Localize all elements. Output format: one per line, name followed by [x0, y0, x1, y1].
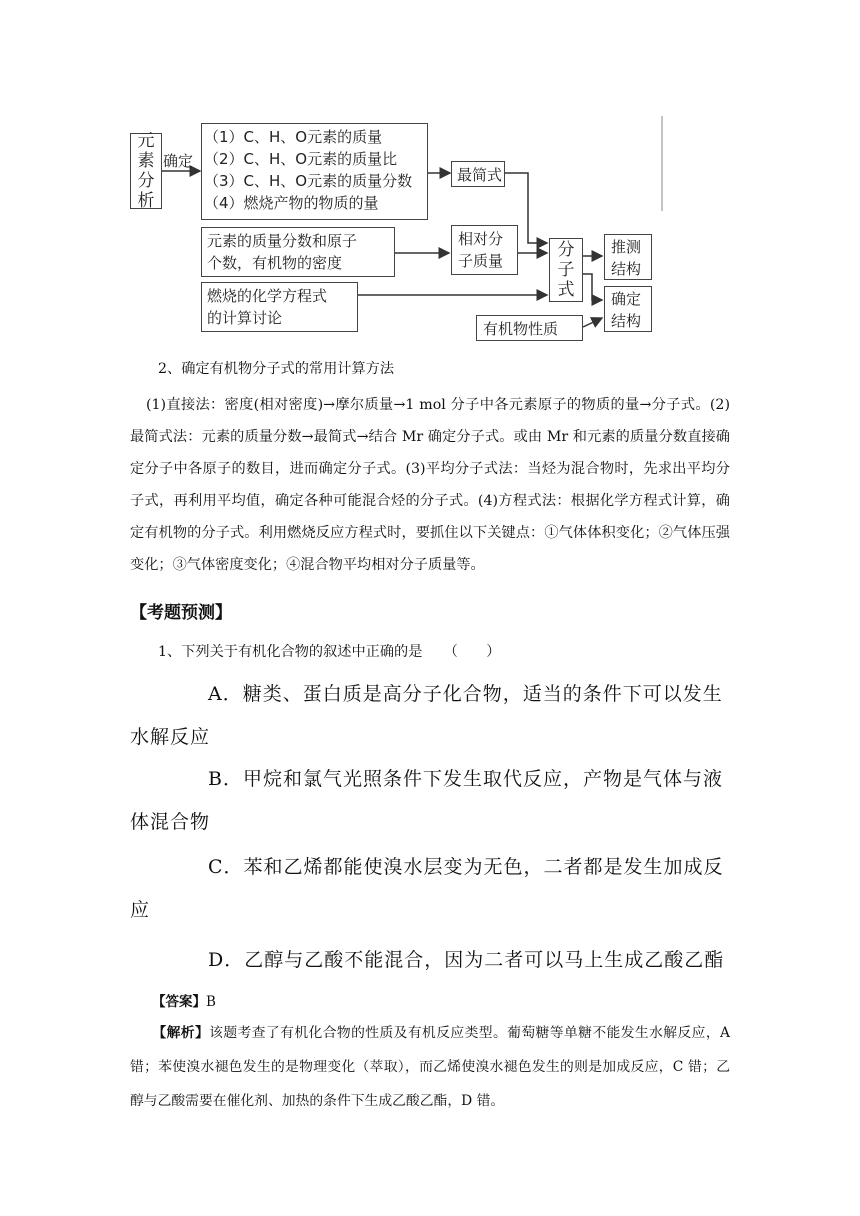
molecular-formula-char: 分 — [557, 240, 575, 260]
determine-structure-box — [604, 286, 652, 332]
element-item: （2）C、H、O元素的质量比 — [204, 150, 398, 168]
mass-fraction-line: 个数，有机物的密度 — [207, 254, 343, 272]
infer-structure-line: 结构 — [611, 260, 642, 278]
organic-properties-box — [476, 315, 583, 341]
element-analysis-char: 析 — [137, 191, 155, 211]
element-item: （4）燃烧产物的物质的量 — [204, 194, 379, 212]
infer-structure-line: 推测 — [611, 238, 642, 256]
simplest-formula-box — [451, 161, 505, 187]
element-item: （3）C、H、O元素的质量分数 — [204, 172, 413, 190]
flowchart-connectors — [0, 0, 860, 340]
answer-label: 【答案】 — [152, 994, 206, 1010]
option-d-line1: D．乙醇与乙酸不能混合，因为二者可以马上生成乙酸乙酯 — [208, 949, 725, 971]
relative-mass-line: 相对分 — [458, 230, 504, 248]
determine-structure-line: 结构 — [611, 312, 642, 330]
option-b-line1: B．甲烷和氯气光照条件下发生取代反应，产物是气体与液 — [208, 768, 723, 790]
mass-fraction-line: 元素的质量分数和原子 — [207, 232, 358, 250]
option-b-line2: 体混合物 — [130, 811, 211, 833]
element-analysis-char: 元 — [137, 131, 155, 151]
molecular-formula-char: 子 — [557, 260, 575, 280]
infer-structure-box — [604, 234, 652, 280]
option-a-line2: 水解反应 — [130, 726, 211, 748]
element-item: （1）C、H、O元素的质量 — [204, 128, 383, 146]
option-a — [130, 673, 732, 759]
combustion-line: 燃烧的化学方程式 — [207, 287, 328, 305]
combustion-line: 的计算讨论 — [207, 309, 283, 327]
element-analysis-char: 素 — [137, 151, 155, 171]
option-a-line1: A．糖类、蛋白质是高分子化合物，适当的条件下可以发生 — [208, 683, 723, 705]
section2-body-text: (1)直接法：密度(相对密度)→摩尔质量→1 mol 分子中各元素原子的物质的量→分子式。(2)最简式法：元素的质量分数→最简式→结合 Mr 确定分子式。或由 Mr 和元素的质量分数直接确定分子中各原子的数目，进而确定分子式。(3)平均分子式法：当烃为混合物时，先求出平均分子式，再利用平均值，确定各种可能混合烃的分子式。(4)方程式法：根据化学方程式计算，确定有机物的分子式。利用燃烧反应方程式时，要抓住以下关键点：①气体体积变化；②气体压强变化；③气体密度变化；④混合物平均相对分子质量等。 — [130, 397, 730, 573]
relative-mass-box — [451, 225, 518, 275]
relative-mass-line: 子质量 — [458, 252, 504, 270]
elements-items-box — [201, 123, 428, 220]
combustion-box — [201, 282, 358, 332]
section2-body — [130, 389, 730, 581]
answer — [152, 990, 216, 1010]
molecular-formula-char: 式 — [557, 280, 575, 300]
option-d — [130, 939, 732, 982]
organic-properties-label: 有机物性质 — [483, 320, 559, 338]
exam-heading: 【考题预测】 — [130, 603, 232, 623]
option-c-line2: 应 — [130, 899, 151, 921]
molecular-formula-box — [549, 238, 583, 302]
analysis — [130, 1016, 730, 1118]
mass-fraction-box — [201, 227, 395, 277]
determine-label: 确定 — [163, 152, 194, 170]
question-1: 1、下列关于有机化合物的叙述中正确的是 （ ） — [158, 644, 501, 660]
option-c — [130, 846, 732, 932]
determine-structure-line: 确定 — [611, 290, 642, 308]
element-analysis-char: 分 — [137, 171, 155, 191]
simplest-formula-label: 最简式 — [457, 166, 503, 184]
analysis-text: 该题考查了有机化合物的性质及有机反应类型。葡萄糖等单糖不能发生水解反应，A 错；苯使溴水褪色发生的是物理变化（萃取），而乙烯使溴水褪色发生的则是加成反应，C 错；乙醇与乙酸需要在催化剂、加热的条件下生成乙酸乙酯，D 错。 — [130, 1025, 731, 1109]
answer-value: B — [206, 994, 216, 1010]
option-c-line1: C．苯和乙烯都能使溴水层变为无色，二者都是发生加成反 — [208, 856, 724, 878]
element-analysis-box — [130, 133, 162, 209]
analysis-label: 【解析】 — [152, 1025, 210, 1041]
option-b — [130, 758, 732, 844]
section2-title: 2、确定有机物分子式的常用计算方法 — [158, 361, 395, 377]
